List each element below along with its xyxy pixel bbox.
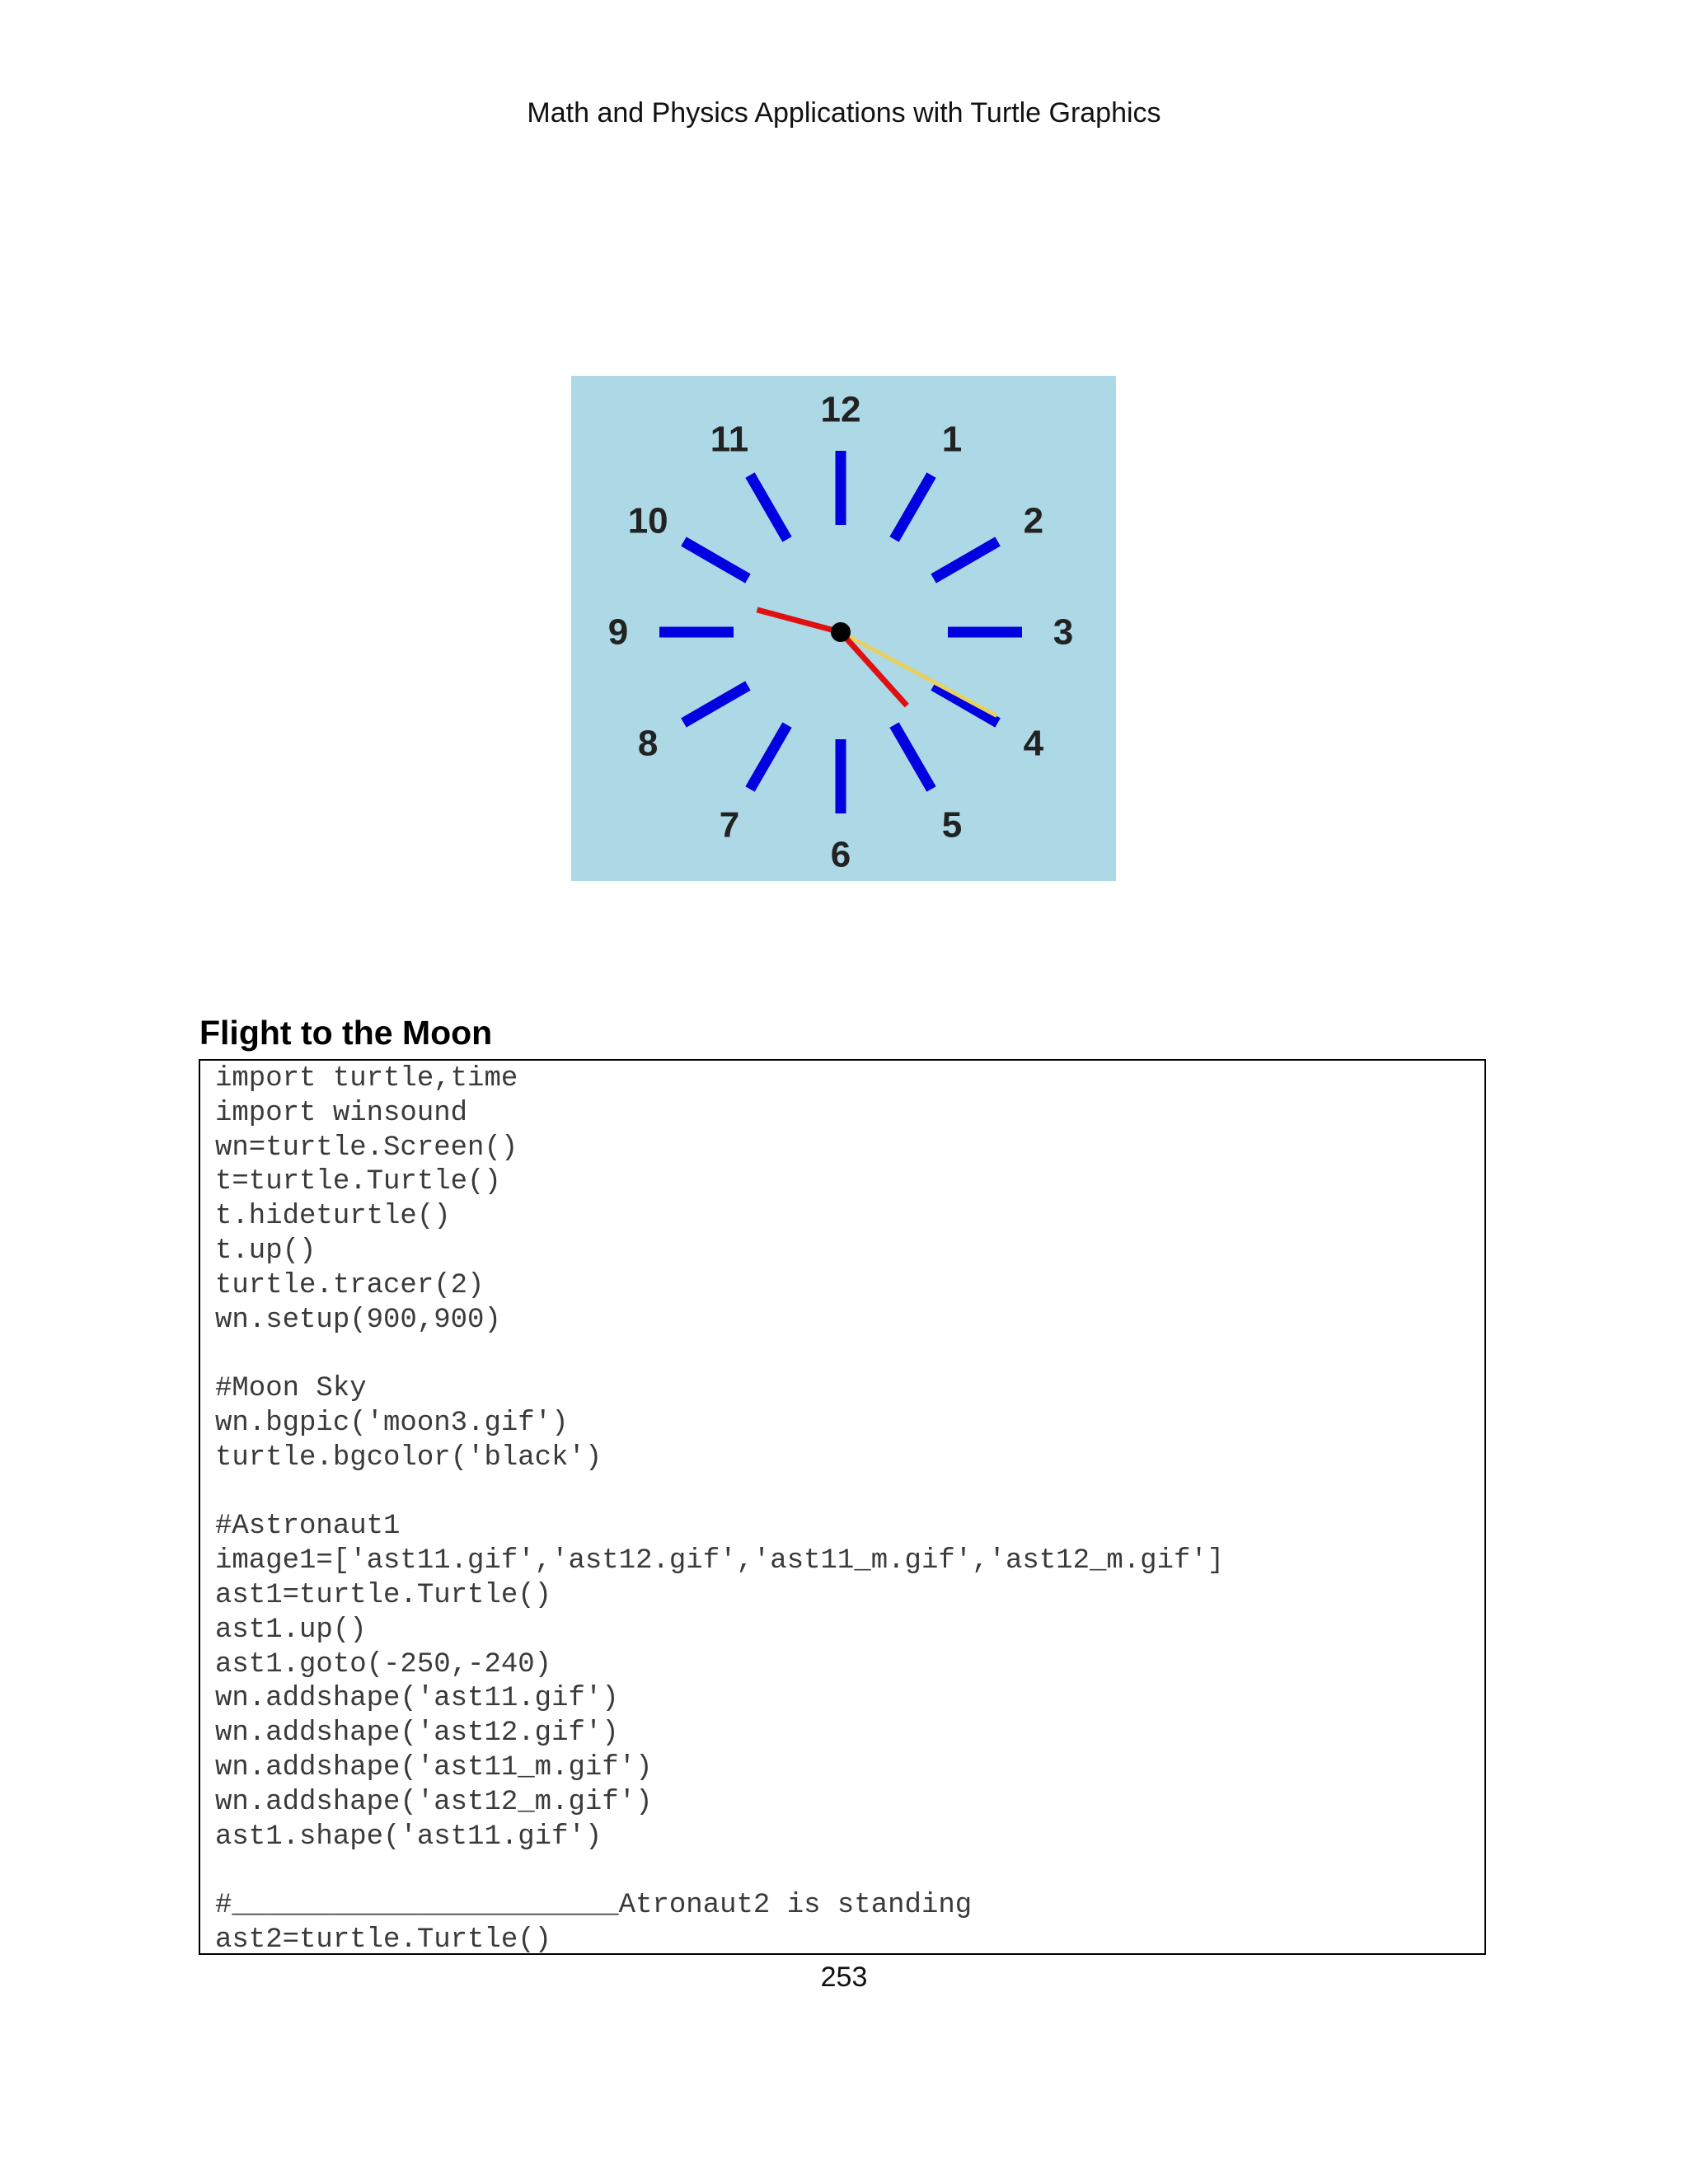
code-line: wn.bgpic('moon3.gif') (215, 1407, 569, 1439)
hour-tick (683, 541, 748, 579)
code-line: #_______________________Atronaut2 is standing (215, 1890, 973, 1922)
code-line (215, 1476, 1484, 1511)
hour-tick (750, 725, 787, 790)
code-line: wn.setup(900,900) (215, 1304, 501, 1336)
clock-numeral: 7 (719, 804, 740, 846)
clock-numeral: 1 (941, 419, 963, 460)
clock-numeral: 4 (1023, 723, 1044, 764)
code-line: ast1.up() (215, 1614, 367, 1646)
running-header: Math and Physics Applications with Turtle Graphics (527, 97, 1161, 129)
code-line: wn.addshape('ast12_m.gif') (215, 1786, 653, 1818)
hour-tick (683, 686, 748, 723)
code-line: t.up() (215, 1235, 316, 1267)
code-line: ast1.goto(-250,-240) (215, 1648, 552, 1680)
section-title: Flight to the Moon (199, 1014, 493, 1052)
hour-tick (934, 541, 998, 579)
clock-numeral: 3 (1053, 612, 1074, 653)
hour-tick (934, 686, 998, 723)
clock-center-dot (831, 622, 851, 642)
code-line: wn.addshape('ast11_m.gif') (215, 1751, 653, 1783)
clock-numeral: 9 (607, 612, 629, 653)
code-line: image1=['ast11.gif','ast12.gif','ast11_m.gif','ast12_m.gif'] (215, 1545, 1225, 1577)
code-line: wn.addshape('ast12.gif') (215, 1718, 619, 1750)
hour-tick (894, 725, 931, 790)
code-line: #Moon Sky (215, 1373, 367, 1405)
code-line: ast1.shape('ast11.gif') (215, 1821, 603, 1853)
hour-tick (894, 475, 931, 539)
code-listing (199, 1059, 1486, 1955)
clock-numeral: 12 (820, 389, 861, 430)
code-line (215, 1854, 1484, 1889)
code-line (215, 1338, 1484, 1372)
code-line: import turtle,time (215, 1063, 518, 1094)
code-line: wn.addshape('ast11.gif') (215, 1683, 619, 1715)
code-lines (200, 1061, 1484, 1955)
hour-tick (750, 475, 787, 539)
clock-numeral: 11 (710, 419, 749, 460)
second-hand (841, 632, 996, 716)
code-line: turtle.tracer(2) (215, 1269, 485, 1301)
code-line: import winsound (215, 1097, 468, 1129)
code-line: ast2=turtle.Turtle() (215, 1924, 552, 1955)
clock-face (571, 376, 1116, 881)
clock-numeral: 2 (1023, 500, 1044, 541)
code-line: t.hideturtle() (215, 1201, 451, 1233)
code-line: turtle.bgcolor('black') (215, 1441, 603, 1474)
clock-numeral: 5 (941, 804, 963, 846)
clock-figure (571, 376, 1116, 881)
page-number: 253 (820, 1961, 868, 1993)
minute-hand (841, 632, 907, 705)
code-line: ast1=turtle.Turtle() (215, 1579, 552, 1611)
code-line: #Astronaut1 (215, 1511, 401, 1543)
code-line: wn=turtle.Screen() (215, 1132, 518, 1164)
clock-numeral: 6 (830, 834, 851, 875)
code-line: t=turtle.Turtle() (215, 1166, 501, 1198)
clock-numeral: 10 (627, 500, 668, 541)
hour-hand (757, 610, 841, 632)
clock-numeral: 8 (637, 723, 659, 764)
